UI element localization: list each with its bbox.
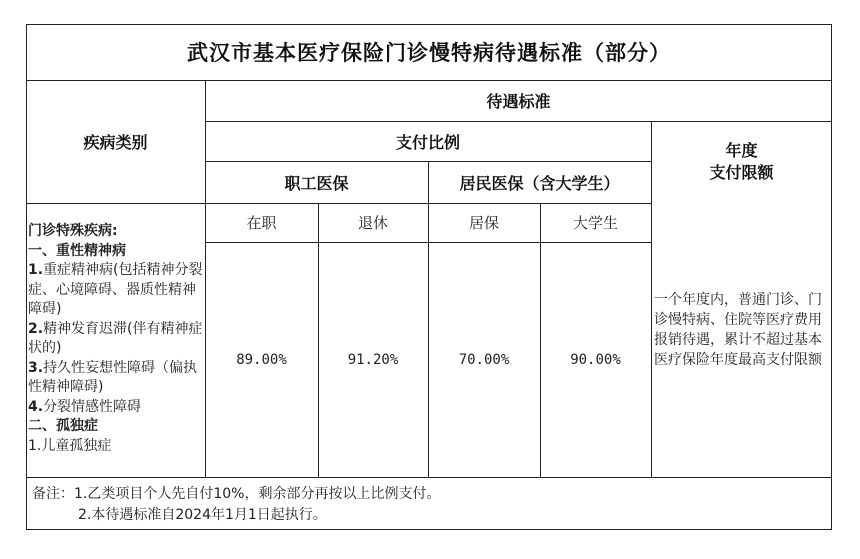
resident-insurance-header: 居民医保（含大学生）	[459, 173, 620, 193]
page-title: 武汉市基本医疗保险门诊慢特病待遇标准（部分）	[187, 41, 671, 65]
resident-ratio: 70.00%	[458, 351, 510, 368]
in-service-ratio: 89.00%	[236, 351, 287, 368]
rule-above-notes	[26, 477, 832, 478]
annual-limit-header	[651, 121, 832, 203]
disease-list	[28, 222, 204, 456]
student-ratio: 90.00%	[570, 351, 621, 368]
retired-ratio: 91.20%	[347, 351, 399, 368]
employee-insurance-header: 职工医保	[284, 173, 349, 193]
footnote-1: 备注：1.乙类项目个人先自付10%，剩余部分再按以上比例支付。	[32, 486, 441, 502]
annual-limit-header-line1: 年度	[725, 141, 758, 160]
disease-category-header: 疾病类别	[83, 133, 148, 152]
retired-header: 退休	[357, 214, 388, 232]
disease-item: 1.儿童孤独症	[28, 437, 112, 454]
student-header: 大学生	[572, 214, 618, 232]
in-service-header: 在职	[246, 214, 277, 232]
disease-group-autism: 二、孤独症	[28, 418, 98, 434]
annual-limit-description: 一个年度内，普通门诊、门诊慢特病、住院等医疗费用报销待遇，累计不超过基本医疗保险年度最高支付限额	[654, 292, 822, 368]
treatment-standard-header: 待遇标准	[486, 92, 551, 111]
footnote-2: 2.本待遇标准自2024年1月1日起执行。	[78, 507, 327, 523]
disease-group-severe-mental: 一、重性精神病	[28, 242, 126, 259]
resident-header: 居保	[468, 214, 499, 232]
footnotes	[32, 484, 440, 526]
disease-item: 1.重症精神病(包括精神分裂症、心境障碍、器质性精神障碍)	[28, 262, 203, 317]
disease-item: 2.精神发育迟滞(伴有精神症状的)	[28, 320, 203, 356]
annual-limit-header-line2: 支付限额	[709, 163, 774, 182]
disease-item: 4.分裂情感性障碍	[28, 398, 142, 415]
disease-list-heading: 门诊特殊疾病:	[28, 223, 118, 239]
payment-ratio-header: 支付比例	[395, 132, 460, 152]
disease-item: 3.持久性妄想性障碍（偏执性精神障碍)	[28, 359, 198, 395]
